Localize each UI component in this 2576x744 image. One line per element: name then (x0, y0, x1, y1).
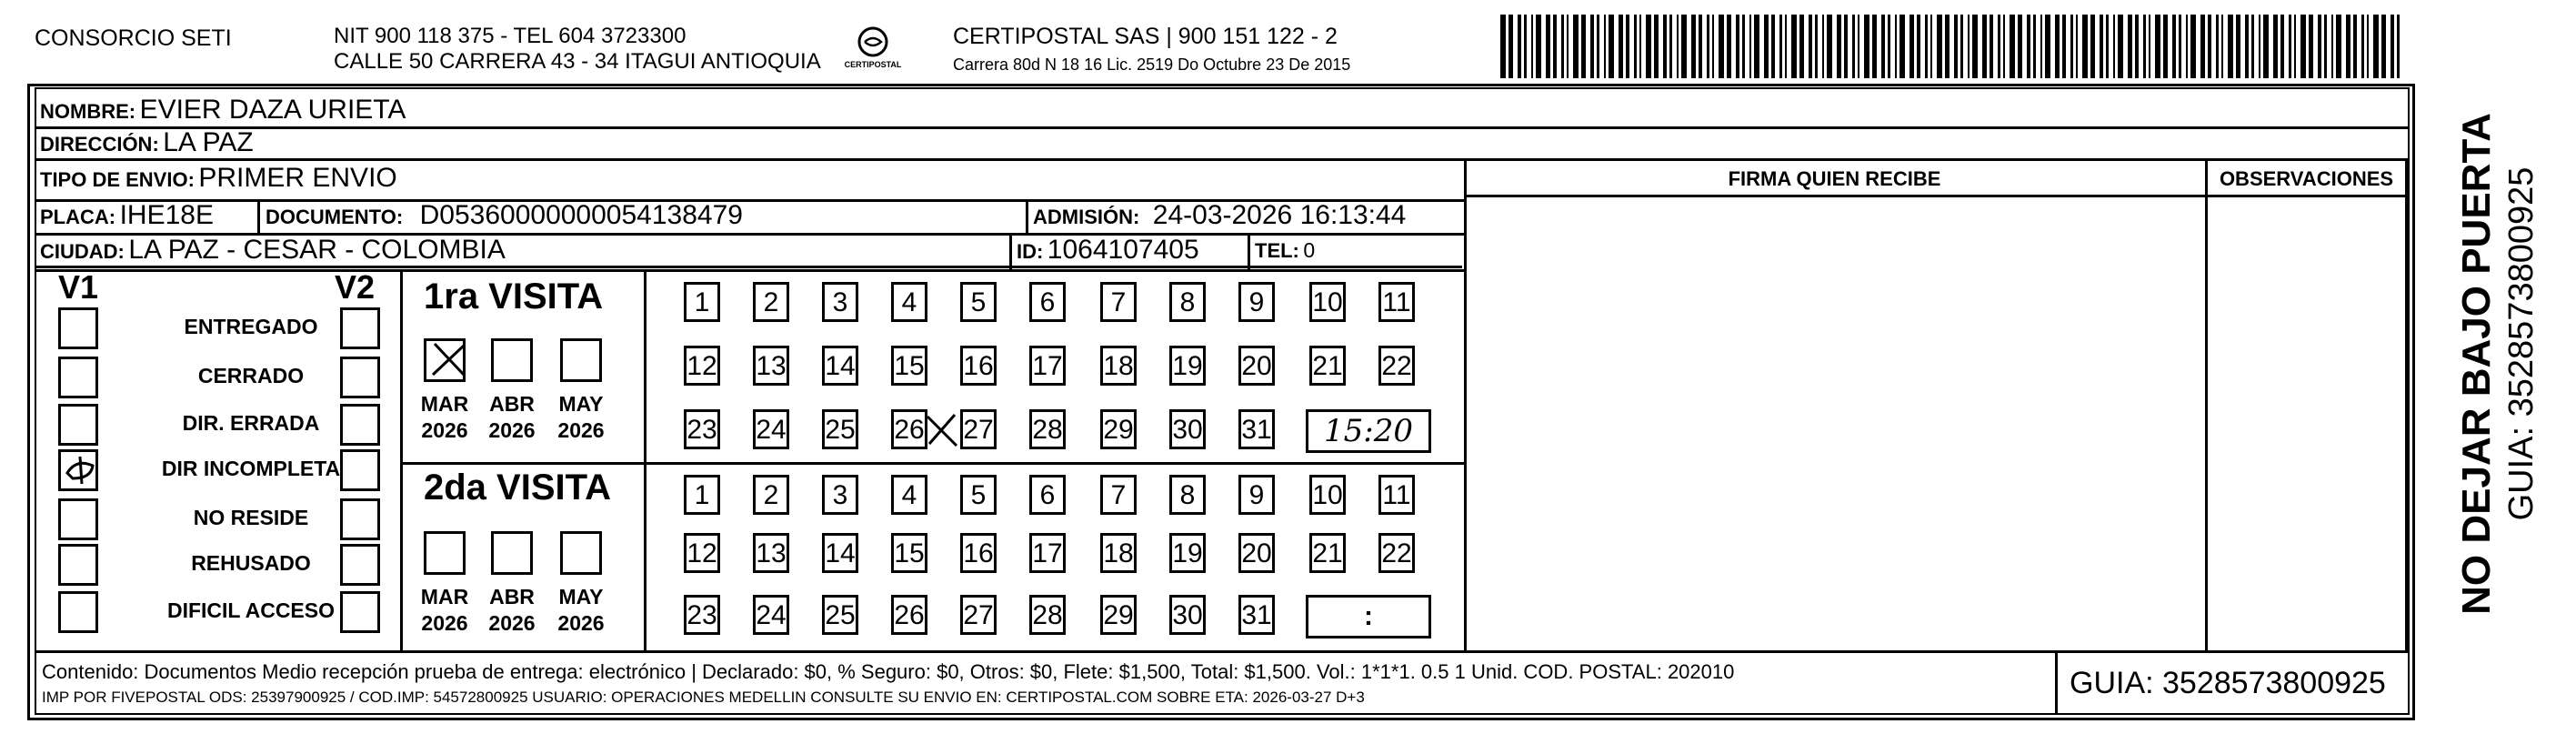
day-box[interactable]: 28 (1029, 409, 1066, 449)
barcode-bar (2361, 15, 2364, 78)
nit-line: NIT 900 118 375 - TEL 604 3723300 (334, 24, 687, 48)
barcode-bar (2300, 15, 2306, 78)
barcode-bar (1917, 15, 1920, 78)
barcode-bar (2149, 15, 2150, 78)
barcode-bar (1553, 15, 1557, 78)
barcode-bar (1815, 15, 1818, 78)
barcode-bar (1736, 15, 1739, 78)
barcode-bar (1619, 15, 1623, 78)
barcode-bar (1509, 15, 1513, 78)
barcode-bar (2294, 15, 2296, 78)
admision-row (1033, 202, 1406, 229)
day-box[interactable]: 6 (1029, 282, 1066, 322)
ciudad-label: CIUDAD: (40, 240, 125, 263)
day-box[interactable]: 2 (753, 475, 789, 515)
certipostal-logo (835, 22, 911, 76)
barcode-bar (1899, 15, 1905, 78)
barcode-bar (2259, 15, 2260, 78)
barcode-bar (2381, 15, 2386, 78)
barcode-bar (2055, 15, 2060, 78)
day-box[interactable]: 3 (822, 475, 858, 515)
day-box[interactable]: 16 (960, 533, 997, 573)
day-box[interactable]: 8 (1169, 282, 1206, 322)
day-box[interactable]: 25 (822, 409, 858, 449)
ciudad-value: LA PAZ - CESAR - COLOMBIA (128, 235, 506, 265)
day-box[interactable]: 24 (753, 595, 789, 635)
no-dejar-bajo-puerta: NO DEJAR BAJO PUERTA (2454, 113, 2499, 615)
barcode-bar (1872, 15, 1877, 78)
barcode-bar (1663, 15, 1667, 78)
day-box[interactable]: 29 (1100, 409, 1137, 449)
barcode-bar (1998, 15, 2000, 78)
day-box[interactable]: 12 (684, 346, 720, 386)
day-box[interactable]: 5 (960, 475, 997, 515)
day-box[interactable]: 13 (753, 533, 789, 573)
day-box[interactable]: 8 (1169, 475, 1206, 515)
status-label: DIR INCOMPLETA (161, 457, 341, 480)
tipo-value: PRIMER ENVIO (198, 163, 397, 193)
barcode-bar (2070, 15, 2073, 78)
month-checkbox[interactable] (491, 338, 533, 382)
certipostal-line1: CERTIPOSTAL SAS | 900 151 122 - 2 (953, 24, 1338, 49)
day-box[interactable]: 11 (1378, 282, 1415, 322)
barcode-bar (2236, 15, 2240, 78)
barcode-bar (1707, 15, 1709, 78)
day-box[interactable]: 20 (1238, 346, 1275, 386)
day-box[interactable]: 26 (891, 409, 927, 449)
footer-guia: GUIA: 3528573800925 (2070, 666, 2386, 700)
month-name: MAR (420, 392, 469, 416)
barcode-bar (1881, 15, 1885, 78)
day-box[interactable]: 31 (1238, 595, 1275, 635)
barcode-bar (2090, 15, 2095, 78)
barcode-bar (1822, 15, 1824, 78)
ciudad-row (40, 236, 506, 264)
month-name: MAR (420, 585, 469, 608)
address-line: CALLE 50 CARRERA 43 - 34 ITAGUI ANTIOQUIA (334, 49, 821, 74)
day-box[interactable]: 19 (1169, 533, 1206, 573)
id-row (1017, 236, 1199, 264)
month-checkbox[interactable] (560, 531, 602, 575)
month-label (552, 584, 610, 637)
placa-value: IHE18E (119, 200, 214, 230)
day-box[interactable]: 23 (684, 595, 720, 635)
documento-label: DOCUMENTO: (266, 206, 404, 228)
barcode-bar (1945, 15, 1950, 78)
barcode-bar (1699, 15, 1702, 78)
status-label: NO RESIDE (193, 506, 309, 529)
barcode-bar (1954, 15, 1958, 78)
barcode-bar (2113, 15, 2115, 78)
barcode-bar (2100, 15, 2103, 78)
month-checkbox[interactable] (491, 531, 533, 575)
barcode-bar (2346, 15, 2350, 78)
barcode-bar (2273, 15, 2278, 78)
barcode-bar (2045, 15, 2050, 78)
barcode-bar (1531, 15, 1533, 78)
day-box[interactable]: 1 (684, 282, 720, 322)
barcode-bar (2318, 15, 2321, 78)
admision-label: ADMISIÓN: (1033, 206, 1140, 228)
barcode-bar (2245, 15, 2249, 78)
barcode-bar (2251, 15, 2254, 78)
nombre-label: NOMBRE: (40, 100, 136, 123)
day-box[interactable]: 28 (1029, 595, 1066, 635)
visit1-time: 15:20 (1324, 413, 1413, 449)
barcode-bar (2082, 15, 2088, 78)
day-box[interactable]: 9 (1238, 475, 1275, 515)
barcode-bar (1827, 15, 1832, 78)
v1-checkbox[interactable] (58, 544, 98, 586)
barcode-bar (1809, 15, 1812, 78)
v1-label: V1 (58, 268, 99, 306)
month-label (552, 391, 610, 444)
barcode-bar (2200, 15, 2205, 78)
placa-label: PLACA: (40, 206, 116, 228)
month-year: 2026 (421, 610, 468, 635)
day-box[interactable]: 7 (1100, 282, 1137, 322)
barcode-bar (2018, 15, 2022, 78)
barcode-bar (2040, 15, 2042, 78)
barcode-bar (1749, 15, 1751, 78)
v1-checkbox[interactable] (58, 357, 98, 398)
barcode-bar (2353, 15, 2357, 78)
barcode (1500, 15, 2410, 80)
v1-checkbox[interactable] (58, 591, 98, 633)
barcode-bar (1852, 15, 1855, 78)
day-box[interactable]: 13 (753, 346, 789, 386)
barcode-bar (1654, 15, 1659, 78)
day-box[interactable]: 26 (891, 595, 927, 635)
direccion-row (40, 129, 254, 156)
barcode-bar (1536, 15, 1541, 78)
admision-value: 24-03-2026 16:13:44 (1152, 200, 1407, 230)
barcode-bar (1634, 15, 1637, 78)
barcode-bar (1930, 15, 1932, 78)
barcode-bar (1590, 15, 1594, 78)
day-box[interactable]: 1 (684, 475, 720, 515)
barcode-bar (1888, 15, 1890, 78)
visit1-title: 1ra VISITA (424, 276, 604, 317)
barcode-bar (1837, 15, 1841, 78)
barcode-bar (1712, 15, 1714, 78)
status-label: CERRADO (197, 364, 305, 387)
day-box[interactable]: 30 (1169, 595, 1206, 635)
tel-value: 0 (1303, 238, 1316, 262)
month-label (483, 584, 541, 637)
barcode-bar (1500, 15, 1506, 78)
barcode-bar (2397, 15, 2400, 78)
barcode-bar (1990, 15, 1993, 78)
nombre-value: EVIER DAZA URIETA (139, 95, 406, 125)
month-year: 2026 (557, 417, 605, 442)
v1-checkbox[interactable] (58, 404, 98, 446)
status-label: DIR. ERRADA (182, 411, 320, 435)
month-name: MAY (558, 392, 604, 416)
day-box[interactable]: 16 (960, 346, 997, 386)
day-box[interactable]: 23 (684, 409, 720, 449)
day-box[interactable]: 15 (891, 346, 927, 386)
barcode-bar (2106, 15, 2109, 78)
barcode-bar (2373, 15, 2379, 78)
month-year: 2026 (488, 610, 536, 635)
barcode-bar (1567, 15, 1569, 78)
day-box[interactable]: 29 (1100, 595, 1137, 635)
barcode-bar (1546, 15, 1550, 78)
barcode-bar (2309, 15, 2313, 78)
visit2-title: 2da VISITA (424, 468, 611, 508)
day-box[interactable]: 4 (891, 282, 927, 322)
barcode-bar (1799, 15, 1804, 78)
barcode-bar (1771, 15, 1775, 78)
contenido-line: Contenido: Documentos Medio recepción prueba de entrega: electrónico | Declarado: $0, % Seguro: $0, Otros: $0, Flete: $1,500, Total: $1,500. Vol.: 1*1*1. 0.5 1 Unid. COD. POSTAL: 202010 (42, 660, 1735, 683)
day-box[interactable]: 21 (1309, 533, 1346, 573)
tel-row (1255, 240, 1315, 261)
month-year: 2026 (421, 417, 468, 442)
day-box[interactable]: 11 (1378, 475, 1415, 515)
day-box[interactable]: 22 (1378, 533, 1415, 573)
barcode-bar (1791, 15, 1797, 78)
day-box[interactable]: 7 (1100, 475, 1137, 515)
day-box[interactable]: 3 (822, 282, 858, 322)
barcode-bar (1909, 15, 1914, 78)
barcode-bar (2391, 15, 2394, 78)
barcode-bar (1581, 15, 1586, 78)
visit1-month-mark (427, 338, 471, 385)
logo-text: CERTIPOSTAL (844, 60, 902, 69)
day-box[interactable]: 9 (1238, 282, 1275, 322)
month-checkbox[interactable] (560, 338, 602, 382)
barcode-bar (1960, 15, 1963, 78)
barcode-bar (2263, 15, 2269, 78)
barcode-bar (2003, 15, 2005, 78)
barcode-bar (2221, 15, 2223, 78)
day-box[interactable]: 14 (822, 346, 858, 386)
barcode-bar (1604, 15, 1606, 78)
barcode-bar (1719, 15, 1724, 78)
barcode-bar (2367, 15, 2369, 78)
side-guia: GUIA: 3528573800925 (2502, 166, 2541, 521)
day-box[interactable]: 4 (891, 475, 927, 515)
barcode-bar (1785, 15, 1787, 78)
barcode-bar (2186, 15, 2188, 78)
day-box[interactable]: 18 (1100, 533, 1137, 573)
barcode-bar (1968, 15, 1970, 78)
day-box[interactable]: 18 (1100, 346, 1137, 386)
barcode-bar (1844, 15, 1848, 78)
barcode-bar (1669, 15, 1672, 78)
barcode-bar (1524, 15, 1527, 78)
v1-checkbox[interactable] (58, 307, 98, 349)
documento-row (266, 202, 743, 229)
barcode-bar (2331, 15, 2333, 78)
barcode-bar (2179, 15, 2181, 78)
barcode-bar (1626, 15, 1629, 78)
day-box[interactable]: 15 (891, 533, 927, 573)
placa-row (40, 202, 214, 229)
day-box[interactable]: 12 (684, 533, 720, 573)
barcode-bar (1895, 15, 1897, 78)
visit1-time-box (1306, 409, 1431, 453)
barcode-bar (1754, 15, 1759, 78)
v1-checkbox[interactable] (58, 498, 98, 540)
barcode-bar (2208, 15, 2211, 78)
day-box[interactable]: 10 (1309, 475, 1346, 515)
day-box[interactable]: 27 (960, 409, 997, 449)
barcode-bar (2135, 15, 2139, 78)
direccion-label: DIRECCIÓN: (40, 133, 159, 156)
barcode-bar (2216, 15, 2219, 78)
company-name: CONSORCIO SETI (35, 25, 232, 51)
barcode-bar (2062, 15, 2066, 78)
day-box[interactable]: 17 (1029, 533, 1066, 573)
day-box[interactable]: 31 (1238, 409, 1275, 449)
month-name: ABR (489, 585, 535, 608)
barcode-bar (1972, 15, 1978, 78)
nombre-row (40, 96, 406, 124)
month-label (416, 391, 474, 444)
barcode-bar (1639, 15, 1641, 78)
v1-handwritten-mark (60, 451, 100, 492)
barcode-bar (1937, 15, 1942, 78)
month-label (416, 584, 474, 637)
status-label: DIFICIL ACCESO (166, 598, 335, 622)
day-box[interactable]: 30 (1169, 409, 1206, 449)
id-label: ID: (1017, 240, 1044, 263)
barcode-bar (1597, 15, 1599, 78)
barcode-bar (1727, 15, 1731, 78)
barcode-bar (2010, 15, 2015, 78)
barcode-bar (2163, 15, 2168, 78)
barcode-bar (1982, 15, 1987, 78)
barcode-bar (1779, 15, 1782, 78)
barcode-bar (2190, 15, 2196, 78)
barcode-bar (2027, 15, 2030, 78)
day-box[interactable]: 14 (822, 533, 858, 573)
barcode-bar (2228, 15, 2233, 78)
day-box[interactable]: 10 (1309, 282, 1346, 322)
barcode-bar (1609, 15, 1614, 78)
barcode-bar (1518, 15, 1521, 78)
barcode-bar (2280, 15, 2284, 78)
barcode-bar (2324, 15, 2327, 78)
barcode-bar (1864, 15, 1869, 78)
day-box[interactable]: 19 (1169, 346, 1206, 386)
month-name: ABR (489, 392, 535, 416)
documento-value: D05360000000054138479 (419, 200, 743, 230)
barcode-bar (1677, 15, 1679, 78)
barcode-bar (2155, 15, 2160, 78)
observaciones-header: OBSERVACIONES (2219, 167, 2394, 190)
barcode-bar (1691, 15, 1696, 78)
barcode-bar (2076, 15, 2078, 78)
day-box[interactable]: 27 (960, 595, 997, 635)
month-checkbox[interactable] (424, 531, 466, 575)
visit1-day-mark (920, 409, 964, 456)
barcode-bar (1646, 15, 1651, 78)
certipostal-line2: Carrera 80d N 18 16 Lic. 2519 Do Octubre 23 De 2015 (953, 55, 1351, 74)
id-value: 1064107405 (1047, 235, 1199, 265)
barcode-bar (1561, 15, 1564, 78)
tel-label: TEL: (1255, 239, 1299, 262)
barcode-bar (2289, 15, 2291, 78)
day-box[interactable]: 24 (753, 409, 789, 449)
day-box[interactable]: 21 (1309, 346, 1346, 386)
month-year: 2026 (557, 610, 605, 635)
v2-label: V2 (335, 268, 376, 306)
day-box[interactable]: 5 (960, 282, 997, 322)
barcode-bar (2128, 15, 2132, 78)
month-label (483, 391, 541, 444)
month-name: MAY (558, 585, 604, 608)
visit2-time-box (1306, 595, 1431, 638)
tipo-label: TIPO DE ENVIO: (40, 168, 195, 191)
barcode-bar (1858, 15, 1859, 78)
day-box[interactable]: 20 (1238, 533, 1275, 573)
tipo-row (40, 165, 397, 192)
barcode-bar (2172, 15, 2176, 78)
day-box[interactable]: 2 (753, 282, 789, 322)
day-box[interactable]: 6 (1029, 475, 1066, 515)
barcode-bar (1742, 15, 1745, 78)
day-box[interactable]: 25 (822, 595, 858, 635)
barcode-bar (1681, 15, 1687, 78)
barcode-bar (2118, 15, 2123, 78)
month-year: 2026 (488, 417, 536, 442)
visit2-time: : (1364, 601, 1373, 631)
day-box[interactable]: 22 (1378, 346, 1415, 386)
status-label: REHUSADO (191, 551, 311, 575)
barcode-bar (2033, 15, 2036, 78)
barcode-bar (2336, 15, 2341, 78)
barcode-bar (2143, 15, 2146, 78)
firma-header: FIRMA QUIEN RECIBE (1728, 167, 1941, 190)
barcode-bar (1764, 15, 1769, 78)
day-box[interactable]: 17 (1029, 346, 1066, 386)
barcode-bar (1925, 15, 1928, 78)
status-label: ENTREGADO (184, 315, 318, 338)
direccion-value: LA PAZ (163, 127, 254, 157)
barcode-bar (1573, 15, 1579, 78)
imp-line: IMP POR FIVEPOSTAL ODS: 25397900925 / COD.IMP: 54572800925 USUARIO: OPERACIONES MEDELLIN CONSULTE SU ENVIO EN: CERTIPOSTAL.COM SOBRE ETA: 2026-03-27 D+3 (42, 689, 1365, 706)
